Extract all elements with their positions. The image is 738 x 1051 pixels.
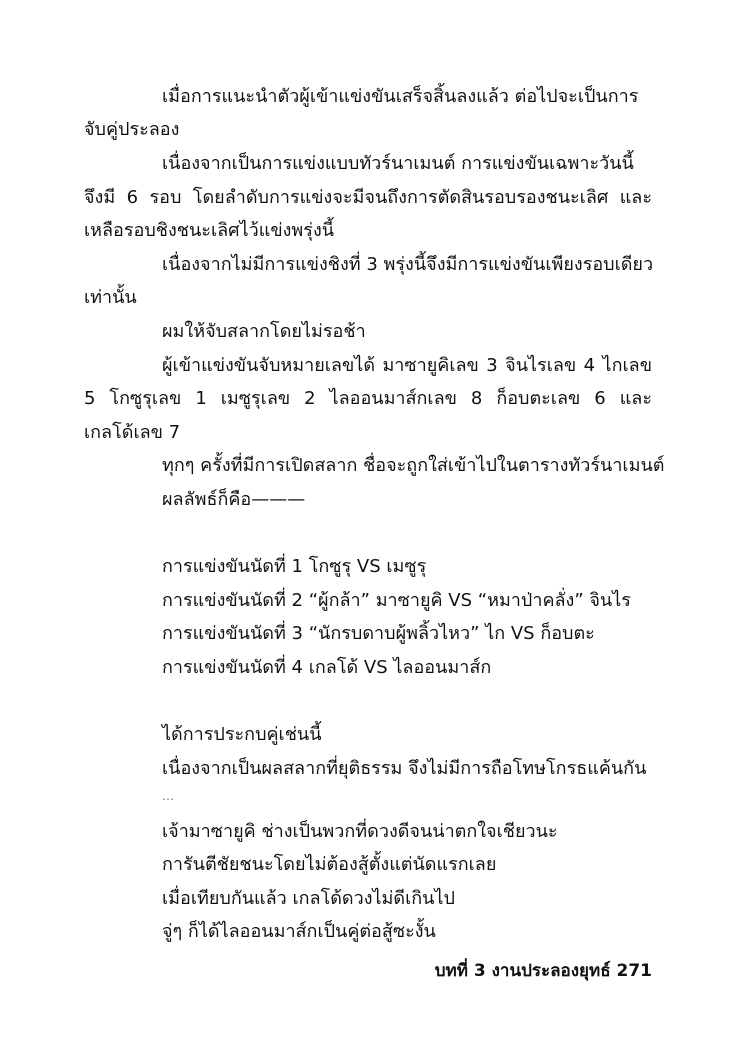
text-line: การันตีชัยชนะโดยไม่ต้องสู้ตั้งแต่นัดแรกเลย: [162, 854, 497, 875]
text-line: 5 โกซูรุเลข 1 เมซูรุเลข 2 ไลออนมาส์กเลข 8 ก็อบตะเลข 6 และ: [84, 388, 652, 409]
text-line: จับคู่ประลอง: [84, 119, 180, 140]
text-line: ผลลัพธ์ก็คือ———: [162, 489, 306, 510]
match-line: การแข่งขันนัดที่ 4 เกลโด้ VS ไลออนมาส์ก: [162, 657, 492, 678]
text-line: เหลือรอบชิงชนะเลิศไว้แข่งพรุ่งนี้: [84, 220, 335, 241]
text-line: ผู้เข้าแข่งขันจับหมายเลขได้ มาซายูคิเลข 3 จินไรเลข 4 ไกเลข: [162, 355, 652, 376]
text-line: เมื่อการแนะนำตัวผู้เข้าแข่งขันเสร็จสิ้นลงแล้ว ต่อไปจะเป็นการ: [162, 86, 639, 107]
text-line: เนื่องจากเป็นการแข่งแบบทัวร์นาเมนต์ การแข่งขันเฉพาะวันนี้: [162, 153, 634, 174]
text-line: เมื่อเทียบกันแล้ว เกลโด้ดวงไม่ดีเกินไป: [162, 888, 455, 909]
text-line: ได้การประกบคู่เช่นนี้: [162, 724, 322, 745]
match-line: การแข่งขันนัดที่ 1 โกซูรุ VS เมซูรุ: [162, 556, 427, 577]
match-line: การแข่งขันนัดที่ 2 “ผู้กล้า” มาซายูคิ VS “หมาป่าคลั่ง” จินไร: [162, 590, 631, 611]
text-line: เท่านั้น: [84, 287, 137, 308]
text-line: จึงมี 6 รอบ โดยลำดับการแข่งจะมีจนถึงการตัดสินรอบรองชนะเลิศ และ: [84, 187, 652, 208]
match-line: การแข่งขันนัดที่ 3 “นักรบดาบผู้พลิ้วไหว” ไก VS ก็อบตะ: [162, 623, 595, 644]
text-line: เนื่องจากเป็นผลสลากที่ยุติธรรม จึงไม่มีการถือโทษโกรธแค้นกัน: [162, 758, 647, 779]
text-line: เนื่องจากไม่มีการแข่งชิงที่ 3 พรุ่งนี้จึงมีการแข่งขันเพียงรอบเดียว: [162, 254, 654, 275]
text-line: เจ้ามาซายูคิ ช่างเป็นพวกที่ดวงดีจนน่าตกใจเชียวนะ: [162, 821, 558, 842]
page-footer: บทที่ 3 งานประลองยุทธ์ 271: [434, 961, 652, 981]
text-line: ทุกๆ ครั้งที่มีการเปิดสลาก ชื่อจะถูกใส่เข้าไปในตารางทัวร์นาเมนต์: [162, 455, 665, 476]
ellipsis: …: [162, 789, 174, 803]
text-line: ผมให้จับสลากโดยไม่รอช้า: [162, 321, 366, 342]
text-line: เกลโด้เลข 7: [84, 422, 181, 443]
text-line: จู่ๆ ก็ได้ไลออนมาส์กเป็นคู่ต่อสู้ซะงั้น: [162, 921, 436, 942]
